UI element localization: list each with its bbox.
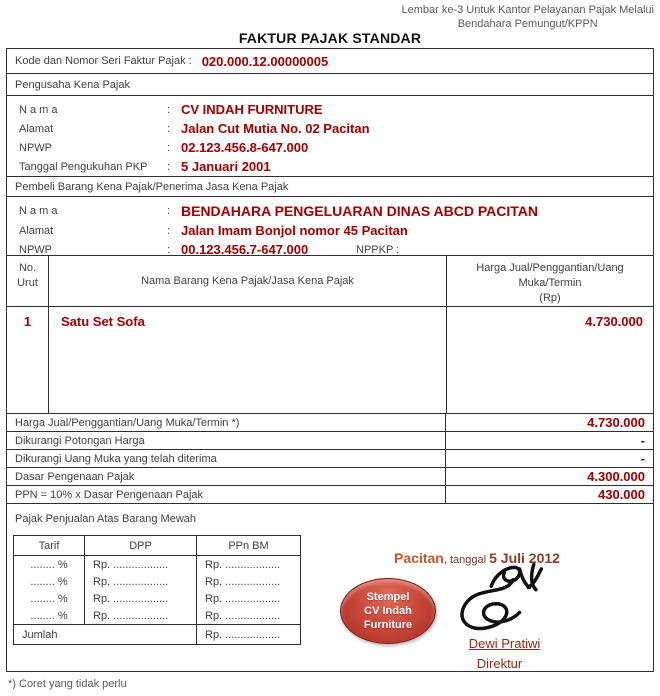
- luxury-tax-table: [13, 535, 301, 645]
- sheet-copy-note-line1: Lembar ke-3 Untuk Kantor Pelayanan Pajak Melalui: [401, 4, 654, 16]
- items-col-price-line2: Muka/Termin: [518, 277, 582, 289]
- item-name: Satu Set Sofa: [49, 307, 447, 413]
- items-col-name-label: Nama Barang Kena Pajak/Jasa Kena Pajak: [141, 275, 354, 287]
- table-row: [7, 307, 653, 414]
- buyer-section-title: Pembeli Barang Kena Pajak/Penerima Jasa Kena Pajak: [15, 180, 289, 193]
- items-col-price-line3: (Rp): [539, 292, 561, 304]
- total-row-ppn: [7, 486, 653, 504]
- seller-npwp-value: 02.123.456.8-647.000: [181, 140, 309, 155]
- lux-tarif-cell: ........ %: [14, 556, 85, 573]
- stamp-line3: Furniture: [363, 619, 413, 631]
- colon: :: [167, 243, 171, 256]
- buyer-name-value: BENDAHARA PENGELUARAN DINAS ABCD PACITAN: [181, 202, 538, 219]
- table-row: [14, 607, 300, 624]
- seller-name-value: CV INDAH FURNITURE: [181, 102, 323, 117]
- buyer-nppkp-label: NPPKP :: [356, 243, 400, 256]
- signing-city: Pacitan: [394, 550, 444, 566]
- seller-address-label: Alamat: [19, 122, 54, 135]
- item-amount: 4.730.000: [585, 314, 643, 329]
- total-label: Dikurangi Uang Muka yang telah diterima: [15, 452, 217, 465]
- lux-dpp-cell: Rp. ..................: [85, 573, 197, 590]
- lux-dpp-cell: Rp. ..................: [85, 607, 197, 624]
- total-row-potongan: [7, 432, 653, 450]
- invoice-code-row: [7, 49, 653, 74]
- buyer-npwp-row: [7, 240, 653, 259]
- total-value: 430.000: [445, 486, 653, 503]
- items-table-header: [7, 256, 653, 307]
- sheet-copy-note: [401, 3, 654, 31]
- signer-title: Direktur: [476, 656, 523, 671]
- total-label: PPN = 10% x Dasar Pengenaan Pajak: [15, 488, 204, 501]
- lux-ppnbm-cell: Rp. ..................: [205, 558, 281, 571]
- lux-col-tarif: Tarif: [14, 536, 85, 555]
- items-col-name-header: [49, 256, 447, 306]
- seller-address-row: [7, 119, 653, 138]
- table-row: [14, 556, 300, 573]
- signer-name: Dewi Pratiwi: [468, 636, 541, 651]
- items-col-price-line1: Harga Jual/Penggantian/Uang: [476, 262, 624, 274]
- colon: :: [167, 160, 171, 173]
- invoice-code-label: Kode dan Nomor Seri Faktur Pajak :: [15, 55, 192, 67]
- signature-scribble-icon: [432, 558, 557, 643]
- buyer-npwp-label: NPWP: [19, 243, 52, 256]
- items-col-no-header: [7, 256, 49, 306]
- total-value: -: [445, 450, 653, 467]
- invoice-body: [6, 48, 654, 672]
- buyer-section-header: [7, 177, 653, 197]
- buyer-npwp-value: 00.123.456.7-647.000: [181, 242, 309, 257]
- total-value: -: [445, 432, 653, 449]
- lux-ppnbm-cell: Rp. ..................: [205, 575, 281, 588]
- seller-details: [7, 96, 653, 177]
- lux-col-ppnbm: PPn BM: [228, 539, 269, 552]
- invoice-code-value: 020.000.12.00000005: [201, 53, 329, 69]
- lux-jumlah-label: Jumlah: [14, 625, 197, 644]
- buyer-address-row: [7, 221, 653, 240]
- table-row: [14, 573, 300, 590]
- buyer-name-label: N a m a: [19, 204, 58, 217]
- bottom-section: [7, 504, 653, 670]
- total-row-uang-muka: [7, 450, 653, 468]
- seller-pkp-date-label: Tanggal Pengukuhan PKP: [19, 160, 148, 173]
- lux-jumlah-value: Rp. ..................: [205, 628, 281, 641]
- colon: :: [167, 103, 171, 116]
- seller-section-header: [7, 74, 653, 96]
- buyer-address-label: Alamat: [19, 224, 54, 237]
- total-row-dpp: [7, 468, 653, 486]
- seller-name-label: N a m a: [19, 103, 58, 116]
- total-label: Harga Jual/Penggantian/Uang Muka/Termin *): [15, 416, 240, 429]
- buyer-name-row: [7, 200, 653, 221]
- page-title: FAKTUR PAJAK STANDAR: [238, 30, 422, 46]
- lux-tarif-cell: ........ %: [14, 607, 85, 624]
- seller-npwp-row: [7, 138, 653, 157]
- lux-tarif-cell: ........ %: [14, 590, 85, 607]
- signing-date: 5 Juli 2012: [489, 550, 560, 566]
- luxury-tax-total-row: [14, 624, 300, 644]
- total-row-harga-jual: [7, 414, 653, 432]
- total-label: Dikurangi Potongan Harga: [15, 434, 145, 447]
- lux-dpp-cell: Rp. ..................: [85, 590, 197, 607]
- lux-ppnbm-cell: Rp. ..................: [205, 609, 281, 622]
- lux-col-dpp: DPP: [85, 536, 197, 555]
- luxury-tax-table-header: [14, 536, 300, 556]
- total-value: 4.730.000: [445, 414, 653, 431]
- buyer-details: [7, 197, 653, 256]
- stamp-line2: CV Indah: [364, 605, 412, 617]
- total-label: Dasar Pengenaan Pajak: [15, 470, 135, 483]
- signing-tanggal-label: , tanggal: [443, 554, 490, 566]
- total-value: 4.300.000: [445, 468, 653, 485]
- buyer-address-value: Jalan Imam Bonjol nomor 45 Pacitan: [181, 223, 408, 238]
- luxury-tax-title: Pajak Penjualan Atas Barang Mewah: [15, 513, 197, 525]
- colon: :: [167, 122, 171, 135]
- seller-name-row: [7, 100, 653, 119]
- colon: :: [167, 141, 171, 154]
- footnote: *) Coret yang tidak perlu: [8, 678, 127, 690]
- table-row: [14, 590, 300, 607]
- colon: :: [167, 204, 171, 217]
- seller-address-value: Jalan Cut Mutia No. 02 Pacitan: [181, 121, 370, 136]
- lux-tarif-cell: ........ %: [14, 573, 85, 590]
- sheet-copy-note-line2: Bendahara Pemungut/KPPN: [457, 18, 598, 30]
- lux-dpp-cell: Rp. ..................: [85, 556, 197, 573]
- items-col-price-header: [447, 256, 653, 306]
- stamp-line1: Stempel: [366, 591, 410, 603]
- colon: :: [167, 224, 171, 237]
- seller-section-title: Pengusaha Kena Pajak: [15, 78, 130, 91]
- seller-npwp-label: NPWP: [19, 141, 52, 154]
- items-col-no-line2: Urut: [17, 277, 38, 289]
- items-col-no-line1: No.: [18, 262, 37, 274]
- lux-ppnbm-cell: Rp. ..................: [205, 592, 281, 605]
- item-number: 1: [7, 307, 49, 413]
- company-stamp: [340, 578, 436, 644]
- seller-pkp-date-row: [7, 157, 653, 176]
- seller-pkp-date-value: 5 Januari 2001: [181, 159, 271, 174]
